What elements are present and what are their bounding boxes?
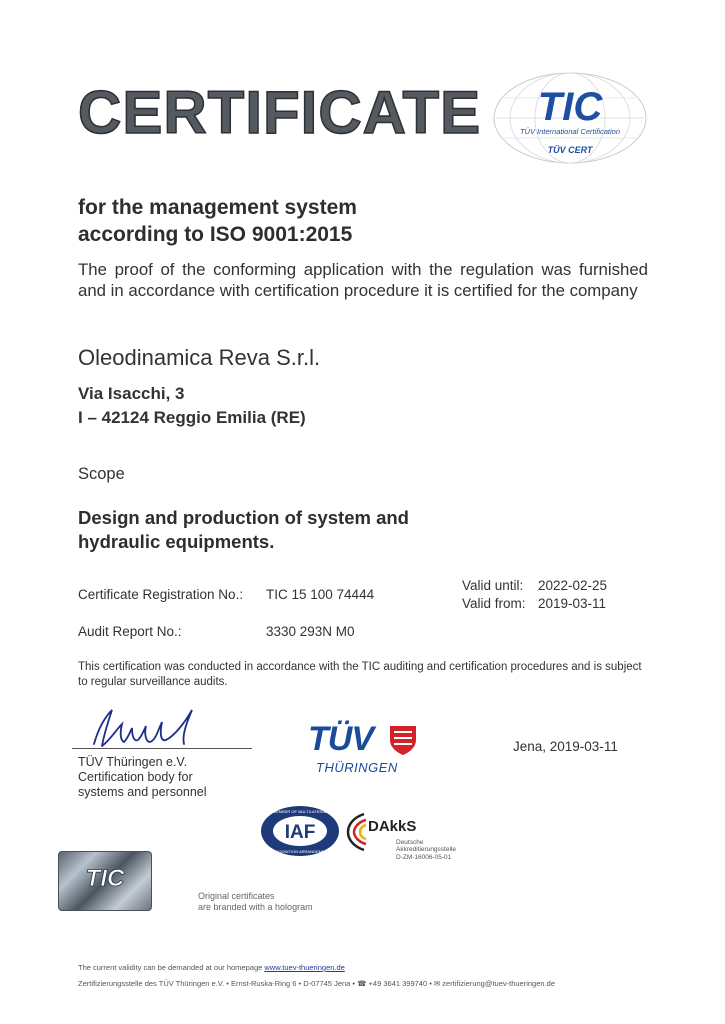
tuv-logo-main: TÜV	[308, 720, 373, 758]
footer-text: The current validity can be demanded at our homepage	[78, 963, 263, 972]
valid-from-label: Valid from:	[462, 596, 526, 611]
tic-logo-line2: TÜV CERT	[547, 145, 593, 155]
footer-link[interactable]: www.tuev-thueringen.de	[264, 963, 345, 972]
tic-logo-main: TIC	[537, 85, 603, 129]
tuv-thueringen-logo	[308, 720, 423, 780]
intro-text: The proof of the conforming application with the regulation was furnished and in accordance with certification procedure it is certified for the company	[78, 260, 648, 300]
signature	[88, 700, 218, 755]
signatory-line2: Certification body for	[78, 770, 193, 784]
tuv-logo-sub: THÜRINGEN	[316, 760, 398, 775]
tic-logo-line1: TÜV International Certification	[519, 127, 621, 136]
iaf-logo-main: IAF	[284, 822, 316, 843]
dakks-line3: D-ZM-16006-05-01	[396, 854, 452, 861]
audit-value: 3330 293N M0	[266, 624, 355, 639]
dakks-line2: Akkreditierungsstelle	[396, 846, 456, 853]
hologram-note1: Original certificates	[198, 891, 275, 901]
place-date: Jena, 2019-03-11	[513, 739, 618, 754]
signatory-line1: TÜV Thüringen e.V.	[78, 755, 188, 769]
scope-line1: Design and production of system and	[78, 507, 409, 528]
company-name: Oleodinamica Reva S.r.l.	[78, 345, 321, 370]
signatory-line3: systems and personnel	[78, 785, 207, 799]
company-city: I – 42124 Reggio Emilia (RE)	[78, 408, 306, 427]
iaf-ring-top: MEMBER OF MULTILATERAL	[272, 809, 328, 814]
dakks-logo	[344, 810, 474, 865]
company-street: Via Isacchi, 3	[78, 384, 185, 403]
scope-line2: hydraulic equipments.	[78, 531, 275, 552]
audit-label: Audit Report No.:	[78, 624, 182, 639]
certificate-title: CERTIFICATE	[78, 79, 482, 146]
footer-line2: Zertifizierungsstelle des TÜV Thüringen e.V. • Ernst-Ruska-Ring 6 • D-07745 Jena • ☎ +49 3641 399740 • ✉ zertifizierung@tuev-thueringen.de	[78, 979, 555, 988]
scope-label: Scope	[78, 465, 125, 483]
signature-line	[72, 748, 252, 749]
hologram-badge	[58, 851, 152, 911]
footer-line1	[78, 963, 345, 972]
hologram-note2: are branded with a hologram	[198, 902, 313, 912]
valid-until-label: Valid until:	[462, 578, 524, 593]
tuv-shield-icon	[388, 724, 418, 756]
iaf-ring-bottom: RECOGNITION ARRANGEMENT	[269, 849, 331, 854]
tic-logo	[490, 68, 650, 168]
heading-line1: for the management system	[78, 196, 357, 219]
heading-line2: according to ISO 9001:2015	[78, 223, 353, 246]
registration-label: Certificate Registration No.:	[78, 587, 244, 602]
iaf-logo	[260, 805, 340, 857]
dakks-line1: Deutsche	[396, 839, 424, 846]
dakks-arc-icon	[344, 812, 368, 852]
valid-until-value: 2022-02-25	[538, 578, 608, 593]
valid-from-value: 2019-03-11	[538, 596, 607, 611]
hologram-label: TIC	[85, 865, 125, 892]
dakks-logo-main: DAkkS	[368, 818, 417, 835]
statement-text: This certification was conducted in accordance with the TIC auditing and certification procedures and is subject to regular surveillance audits.	[78, 661, 642, 688]
registration-value: TIC 15 100 74444	[266, 587, 375, 602]
